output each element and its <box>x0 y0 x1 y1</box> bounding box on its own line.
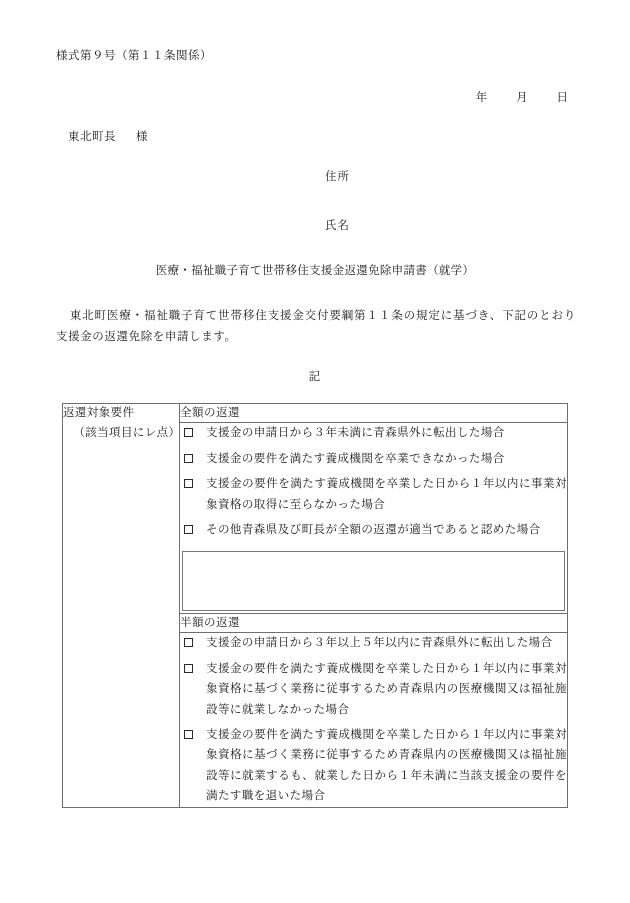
list-item[interactable] <box>180 474 567 515</box>
applicant-name-field[interactable] <box>0 217 630 235</box>
list-item-label: 支援金の申請日から３年以上５年以内に青森県外に転出した場合 <box>206 637 553 650</box>
list-item[interactable] <box>180 520 567 540</box>
applicant-block <box>0 168 630 236</box>
document-title: 医療・福祉職子育て世帯移住支援金返還免除申請書（就学） <box>155 265 475 277</box>
list-item[interactable] <box>180 725 567 807</box>
checkbox-list-full-refund <box>180 423 567 540</box>
ki-marker: 記 <box>308 371 322 383</box>
list-item[interactable] <box>180 423 567 443</box>
other-reason-textbox[interactable] <box>182 551 565 611</box>
checkbox-icon[interactable] <box>184 730 193 739</box>
list-item-label: 支援金の要件を満たす養成機関を卒業した日から１年以内に事業対象資格の取得に至らなかった場合 <box>206 478 567 511</box>
requirements-label-cell <box>63 404 180 808</box>
requirements-label-line1: 返還対象要件 <box>63 407 135 419</box>
list-item[interactable] <box>180 659 567 720</box>
addressee-line <box>68 128 148 146</box>
form-number: 様式第９号（第１１条関係） <box>56 50 212 62</box>
date-month-label: 月 <box>516 92 528 104</box>
date-day-label: 日 <box>556 92 568 104</box>
applicant-address-label: 住所 <box>325 171 350 183</box>
checkbox-icon[interactable] <box>184 664 193 673</box>
date-line <box>0 89 568 107</box>
addressee-name: 東北町長 <box>68 131 116 143</box>
checkbox-list-half-refund <box>180 633 567 807</box>
checkbox-icon[interactable] <box>184 454 193 463</box>
table-row <box>63 404 568 423</box>
list-item-label: その他青森県及び町長が全額の返還が適当であると認めた場合 <box>206 524 541 537</box>
section-body-full-refund <box>180 423 568 613</box>
body-paragraph <box>56 306 576 349</box>
section-heading-half-refund: 半額の返還 <box>180 613 568 632</box>
section-heading-full-refund: 全額の返還 <box>180 404 568 423</box>
section-body-half-refund <box>180 633 568 808</box>
list-item-label: 支援金の申請日から３年未満に青森県外に転出した場合 <box>206 427 505 440</box>
addressee-honorific: 様 <box>136 131 148 143</box>
body-paragraph-text: 東北町医療・福祉職子育て世帯移住支援金交付要綱第１１条の規定に基づき、下記のとおり支援金の返還免除を申請します。 <box>56 310 576 344</box>
list-item[interactable] <box>180 633 567 653</box>
checkbox-icon[interactable] <box>184 638 193 647</box>
applicant-address-field[interactable] <box>0 168 630 186</box>
list-item-label: 支援金の要件を満たす養成機関を卒業できなかった場合 <box>206 452 505 465</box>
refund-requirements-table <box>62 403 568 808</box>
list-item-label: 支援金の要件を満たす養成機関を卒業した日から１年以内に事業対象資格に基づく業務に従事するため青森県内の医療機関又は福祉施設等に就業するも、就業した日から１年未満に当該支援金の要件を満たす職を退いた場合 <box>206 729 567 803</box>
requirements-label-line2: （該当項目にレ点） <box>73 426 181 439</box>
checkbox-icon[interactable] <box>184 479 193 488</box>
list-item[interactable] <box>180 449 567 469</box>
checkbox-icon[interactable] <box>184 525 193 534</box>
date-year-label: 年 <box>475 92 488 104</box>
checkbox-icon[interactable] <box>184 428 193 437</box>
applicant-name-label: 氏名 <box>325 220 350 233</box>
list-item-label: 支援金の要件を満たす養成機関を卒業した日から１年以内に事業対象資格に基づく業務に従事するため青森県内の医療機関又は福祉施設等に就業しなかった場合 <box>206 662 567 716</box>
